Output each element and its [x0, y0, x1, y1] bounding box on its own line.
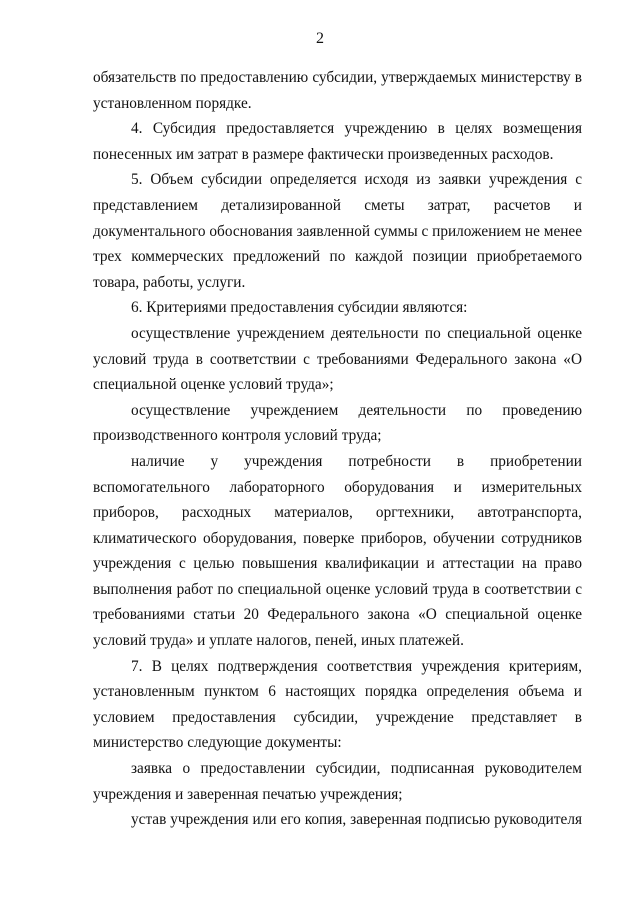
paragraph-item-5: 5. Объем субсидии определяется исходя из заявки учреждения с представлением детализированной сметы затрат, расчетов и документального обоснования заявленной суммы с приложением не менее трех коммерческих предложений по каждой позиции приобретаемого товара, работы, услуги.	[93, 171, 582, 291]
paragraph-item-4: 4. Субсидия предоставляется учреждению в целях возмещения понесенных им затрат в размере фактически произведенных расходов.	[93, 120, 582, 163]
paragraph-item-7: 7. В целях подтверждения соответствия учреждения критериям, установленным пунктом 6 настоящих порядка определения объема и условием предоставления субсидии, учреждение представляет в министерство следующие документы:	[93, 657, 582, 752]
paragraph-item-6: 6. Критериями предоставления субсидии являются:	[131, 299, 468, 317]
paragraph-document-2: устав учреждения или его копия, заверенная подписью руководителя	[131, 811, 582, 829]
document-body	[93, 65, 582, 833]
paragraph-criterion-1: осуществление учреждением деятельности по специальной оценке условий труда в соответствии с требованиями Федерального закона «О специальной оценке условий труда»;	[93, 324, 582, 394]
paragraph-criterion-2: осуществление учреждением деятельности по проведению производственного контроля условий труда;	[93, 401, 582, 445]
paragraph-continuation: обязательств по предоставлению субсидии, утверждаемых министерству в установленном порядке.	[93, 69, 582, 112]
paragraph-criterion-3: наличие у учреждения потребности в приобретении вспомогательного лабораторного оборудования и измерительных приборов, расходных материалов, оргтехники, автотранспорта, климатического оборудования, поверке приборов, обучении сотрудников учреждения с целью повышения квалификации и аттестации на право выполнения работ по специальной оценке условий труда в соответствии с требованиями статьи 20 Федерального закона «О специальной оценке условий труда» и уплате налогов, пеней, иных платежей.	[93, 452, 582, 650]
page-number: 2	[316, 30, 324, 47]
paragraph-document-1: заявка о предоставлении субсидии, подписанная руководителем учреждения и заверенная печатью учреждения;	[93, 760, 582, 803]
